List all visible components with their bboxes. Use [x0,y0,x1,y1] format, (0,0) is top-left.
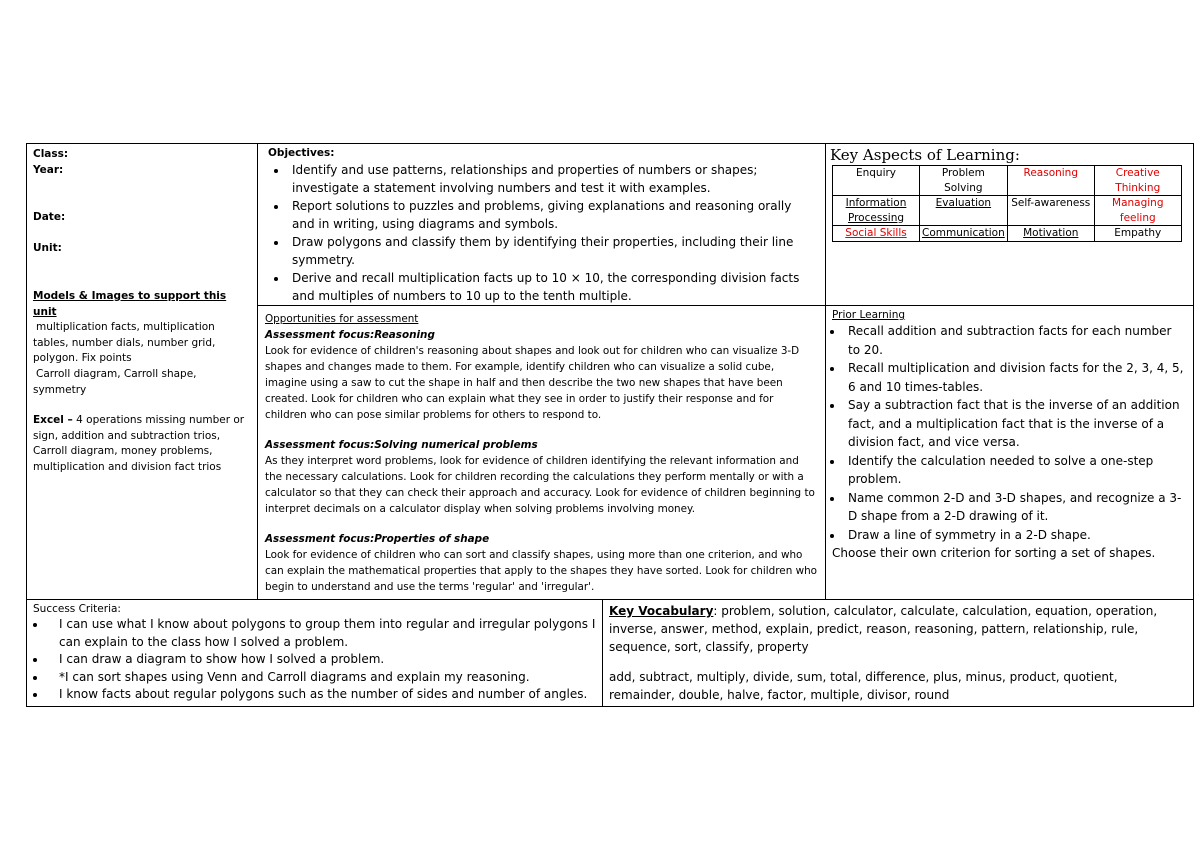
focus-reasoning-title: Assessment focus:Reasoning [265,329,435,341]
models-line: multiplication facts, multiplication [36,321,215,334]
excel-line: sign, addition and subtraction trios, [33,429,221,442]
prior-item: • Recall addition and subtraction facts for each number to 20. [844,322,1187,359]
excel-line: 4 operations missing number or [76,414,245,427]
aspect-cell: Reasoning [1007,166,1094,196]
aspect-cell: Creative Thinking [1094,166,1181,196]
aspect-cell: Communication [920,226,1008,242]
prior-item: • Name common 2-D and 3-D shapes, and recognize a 3-D shape from a 2-D drawing of it. [844,489,1187,526]
key-aspects-panel [825,143,1194,306]
success-criteria-panel [26,599,603,707]
focus-reasoning-text: Look for evidence of children's reasoning about shapes and look out for children who can visualize 3-D shapes and changes made to them. For example, identify children who can visualize a solid cube, imagine using a saw to cut the shape in half and then describe the two new shapes that have been created. Look for children who can explain what they see in order to justify their response and for children who can pose similar problems for others to respond to. [265,345,800,421]
date-label: Date: [33,211,66,223]
objective-item: • Report solutions to puzzles and problems, giving explanations and reasoning orally and in writing, using diagrams and symbols. [288,197,815,233]
success-item: • I can draw a diagram to show how I solved a problem. [47,651,596,669]
assessment-panel [257,305,826,600]
prior-item: • Draw a line of symmetry in a 2-D shape. [844,526,1187,545]
vocab-line1 [609,602,1187,656]
models-list [33,320,251,398]
models-line: tables, number dials, number grid, [33,336,216,349]
focus-numerical-text: As they interpret word problems, look for evidence of children identifying the relevant information and the necessary calculations. Look for children recording the calculations they perform mentally or with a calculator so that they can check their approach and accuracy. Look for evidence of children beginning to interpret decimals on a calculator display when solving problems involving money. [265,455,815,515]
key-aspects-table [832,165,1182,242]
aspect-cell: Information Processing [833,196,920,226]
year-label: Year: [33,164,64,176]
key-vocabulary-panel [602,599,1194,707]
aspect-cell: Self-awareness [1007,196,1094,226]
class-label: Class: [33,148,69,160]
prior-item: • Identify the calculation needed to solve a one-step problem. [844,452,1187,489]
unit-info-panel [26,143,258,600]
success-item: • I know facts about regular polygons such as the number of sides and number of angles. [47,686,596,704]
vocab-heading: Key Vocabulary [609,604,714,618]
vocab-words: : problem, solution, calculator, calculate, calculation, equation, operation, inverse, answer, method, explain, predict, reason, reasoning, pattern, relationship, rule, sequence, sort, classify, property [609,604,1158,654]
prior-list [832,322,1187,544]
prior-learning-panel [825,305,1194,600]
prior-heading: Prior Learning [832,309,906,321]
aspect-cell: Motivation [1007,226,1094,242]
objectives-heading: Objectives: [268,147,335,159]
models-line: Carroll diagram, Carroll shape, [36,367,197,380]
models-heading: Models & Images to support this unit [33,290,227,318]
success-list [33,616,596,704]
aspect-cell: Problem Solving [920,166,1008,196]
aspect-cell: Enquiry [833,166,920,196]
aspect-cell: Empathy [1094,226,1181,242]
excel-line: Carroll diagram, money problems, [33,445,213,458]
excel-line: multiplication and division fact trios [33,460,222,473]
aspect-cell: Social Skills [833,226,920,242]
focus-shape-title: Assessment focus:Properties of shape [265,533,490,545]
prior-item: • Recall multiplication and division facts for the 2, 3, 4, 5, 6 and 10 times-tables. [844,359,1187,396]
success-item: • *I can sort shapes using Venn and Carroll diagrams and explain my reasoning. [47,669,596,687]
vocab-line2: add, subtract, multiply, divide, sum, total, difference, plus, minus, product, quotient, remainder, double, halve, factor, multiple, divisor, round [609,670,1118,702]
key-aspects-title: Key Aspects of Learning: [830,146,1020,164]
objectives-panel [257,143,826,306]
unit-label: Unit: [33,242,62,254]
aspect-cell: Managing feeling [1094,196,1181,226]
success-heading: Success Criteria: [33,603,121,615]
objective-item: • Draw polygons and classify them by identifying their properties, including their line symmetry. [288,233,815,269]
aspect-cell: Evaluation [920,196,1008,226]
objective-item: • Identify and use patterns, relationships and properties of numbers or shapes; investigate a statement involving numbers and test it with examples. [288,161,815,197]
excel-label: Excel – [33,414,73,427]
success-item: • I can use what I know about polygons to group them into regular and irregular polygons I can explain to the class how I solved a problem. [47,616,596,651]
objectives-list [268,161,815,305]
prior-item: • Say a subtraction fact that is the inverse of an addition fact, and a multiplication fact that is the inverse of a division fact, and vice versa. [844,396,1187,452]
focus-shape-text: Look for evidence of children who can sort and classify shapes, using more than one criterion, and who can explain the mathematical properties that apply to the shapes they have sorted. Look for children who begin to understand and use the terms 'regular' and 'irregular'. [265,549,818,593]
objective-item: • Derive and recall multiplication facts up to 10 × 10, the corresponding division facts and multiples of numbers to 10 up to the tenth multiple. [288,269,815,305]
models-line: polygon. Fix points [33,352,132,365]
prior-closing: Choose their own criterion for sorting a set of shapes. [832,546,1156,560]
excel-block [33,413,251,475]
focus-numerical-title: Assessment focus:Solving numerical problems [265,439,538,451]
assessment-heading: Opportunities for assessment [265,313,419,325]
models-line: symmetry [33,383,87,396]
